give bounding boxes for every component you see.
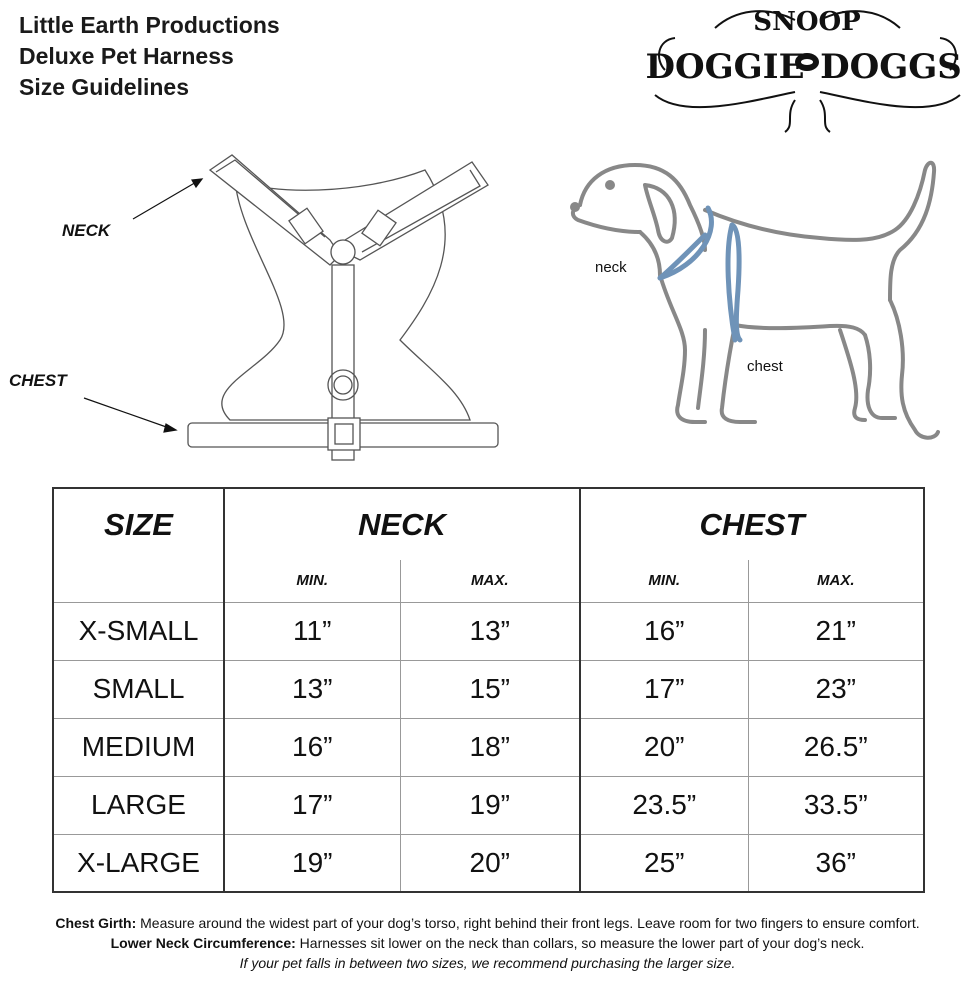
size-cell: SMALL [53,660,224,718]
title-line-brand: Little Earth Productions [19,12,280,38]
size-header: SIZE [104,507,173,542]
dog-neck-label: neck [595,259,627,276]
chest-min-cell: 20” [580,718,748,776]
chest-min-cell: 23.5” [580,776,748,834]
snoop-doggie-doggs-logo [645,0,970,135]
harness-illustration [0,140,520,480]
neck-max-label: MAX. [471,571,509,589]
neck-max-cell: 13” [400,602,580,660]
neck-max-cell: 18” [400,718,580,776]
chest-max-cell: 33.5” [748,776,924,834]
neck-min-cell: 11” [224,602,400,660]
neck-header: NECK [358,506,446,542]
page-title [19,10,280,103]
chest-max-cell: 36” [748,834,924,892]
neck-min-cell: 19” [224,834,400,892]
neck-header-cell [224,488,580,560]
chest-header: CHEST [699,506,805,542]
table-row [53,660,924,718]
chest-min-label: MIN. [648,571,681,589]
chest-min-cell: 17” [580,660,748,718]
neck-min-header [224,560,400,602]
neck-max-cell: 19” [400,776,580,834]
neck-min-label: MIN. [296,571,329,589]
neck-min-cell: 16” [224,718,400,776]
harness-neck-label: NECK [62,221,111,240]
neck-circumference-label: Lower Neck Circumference: [110,935,296,951]
logo-right-word: DOGGS [820,47,962,87]
table-row [53,776,924,834]
neck-circumference-text: Harnesses sit lower on the neck than collars, so measure the lower part of your dog’s neck. [295,935,865,951]
title-line-product: Deluxe Pet Harness [19,43,234,69]
size-cell: MEDIUM [53,718,224,776]
chest-girth-text: Measure around the widest part of your dog’s torso, right behind their front legs. Leave room for two fingers to ensure comfort. [136,915,920,931]
neck-min-cell: 13” [224,660,400,718]
size-cell: LARGE [53,776,224,834]
chest-min-cell: 16” [580,602,748,660]
table-header-row [53,488,924,560]
neck-max-cell: 15” [400,660,580,718]
chest-max-cell: 21” [748,602,924,660]
neck-note [0,933,975,953]
sizing-recommendation-text: If your pet falls in between two sizes, we recommend purchasing the larger size. [239,955,736,971]
table-row [53,834,924,892]
neck-max-header [400,560,580,602]
chest-header-cell [580,488,924,560]
sizing-recommendation [0,953,975,973]
chest-min-cell: 25” [580,834,748,892]
dog-illustration [560,150,960,470]
chest-girth-label: Chest Girth: [55,915,137,931]
table-row [53,602,924,660]
chest-max-cell: 26.5” [748,718,924,776]
logo-left-word: DOGGIE [645,47,805,87]
logo-top-word: SNOOP [753,7,861,37]
neck-max-cell: 20” [400,834,580,892]
chest-max-label: MAX. [817,571,855,589]
size-cell: X-SMALL [53,602,224,660]
size-cell: X-LARGE [53,834,224,892]
chest-girth-note [0,913,975,933]
harness-chest-label: CHEST [9,371,67,390]
table-row [53,718,924,776]
neck-min-cell: 17” [224,776,400,834]
size-header-cell [53,488,224,602]
title-line-guide: Size Guidelines [19,74,189,100]
illustration-area [0,140,975,480]
dog-chest-label: chest [747,358,783,375]
chest-max-cell: 23” [748,660,924,718]
chest-min-header [580,560,748,602]
chest-max-header [748,560,924,602]
footer-notes [0,913,975,973]
size-table [52,487,925,893]
